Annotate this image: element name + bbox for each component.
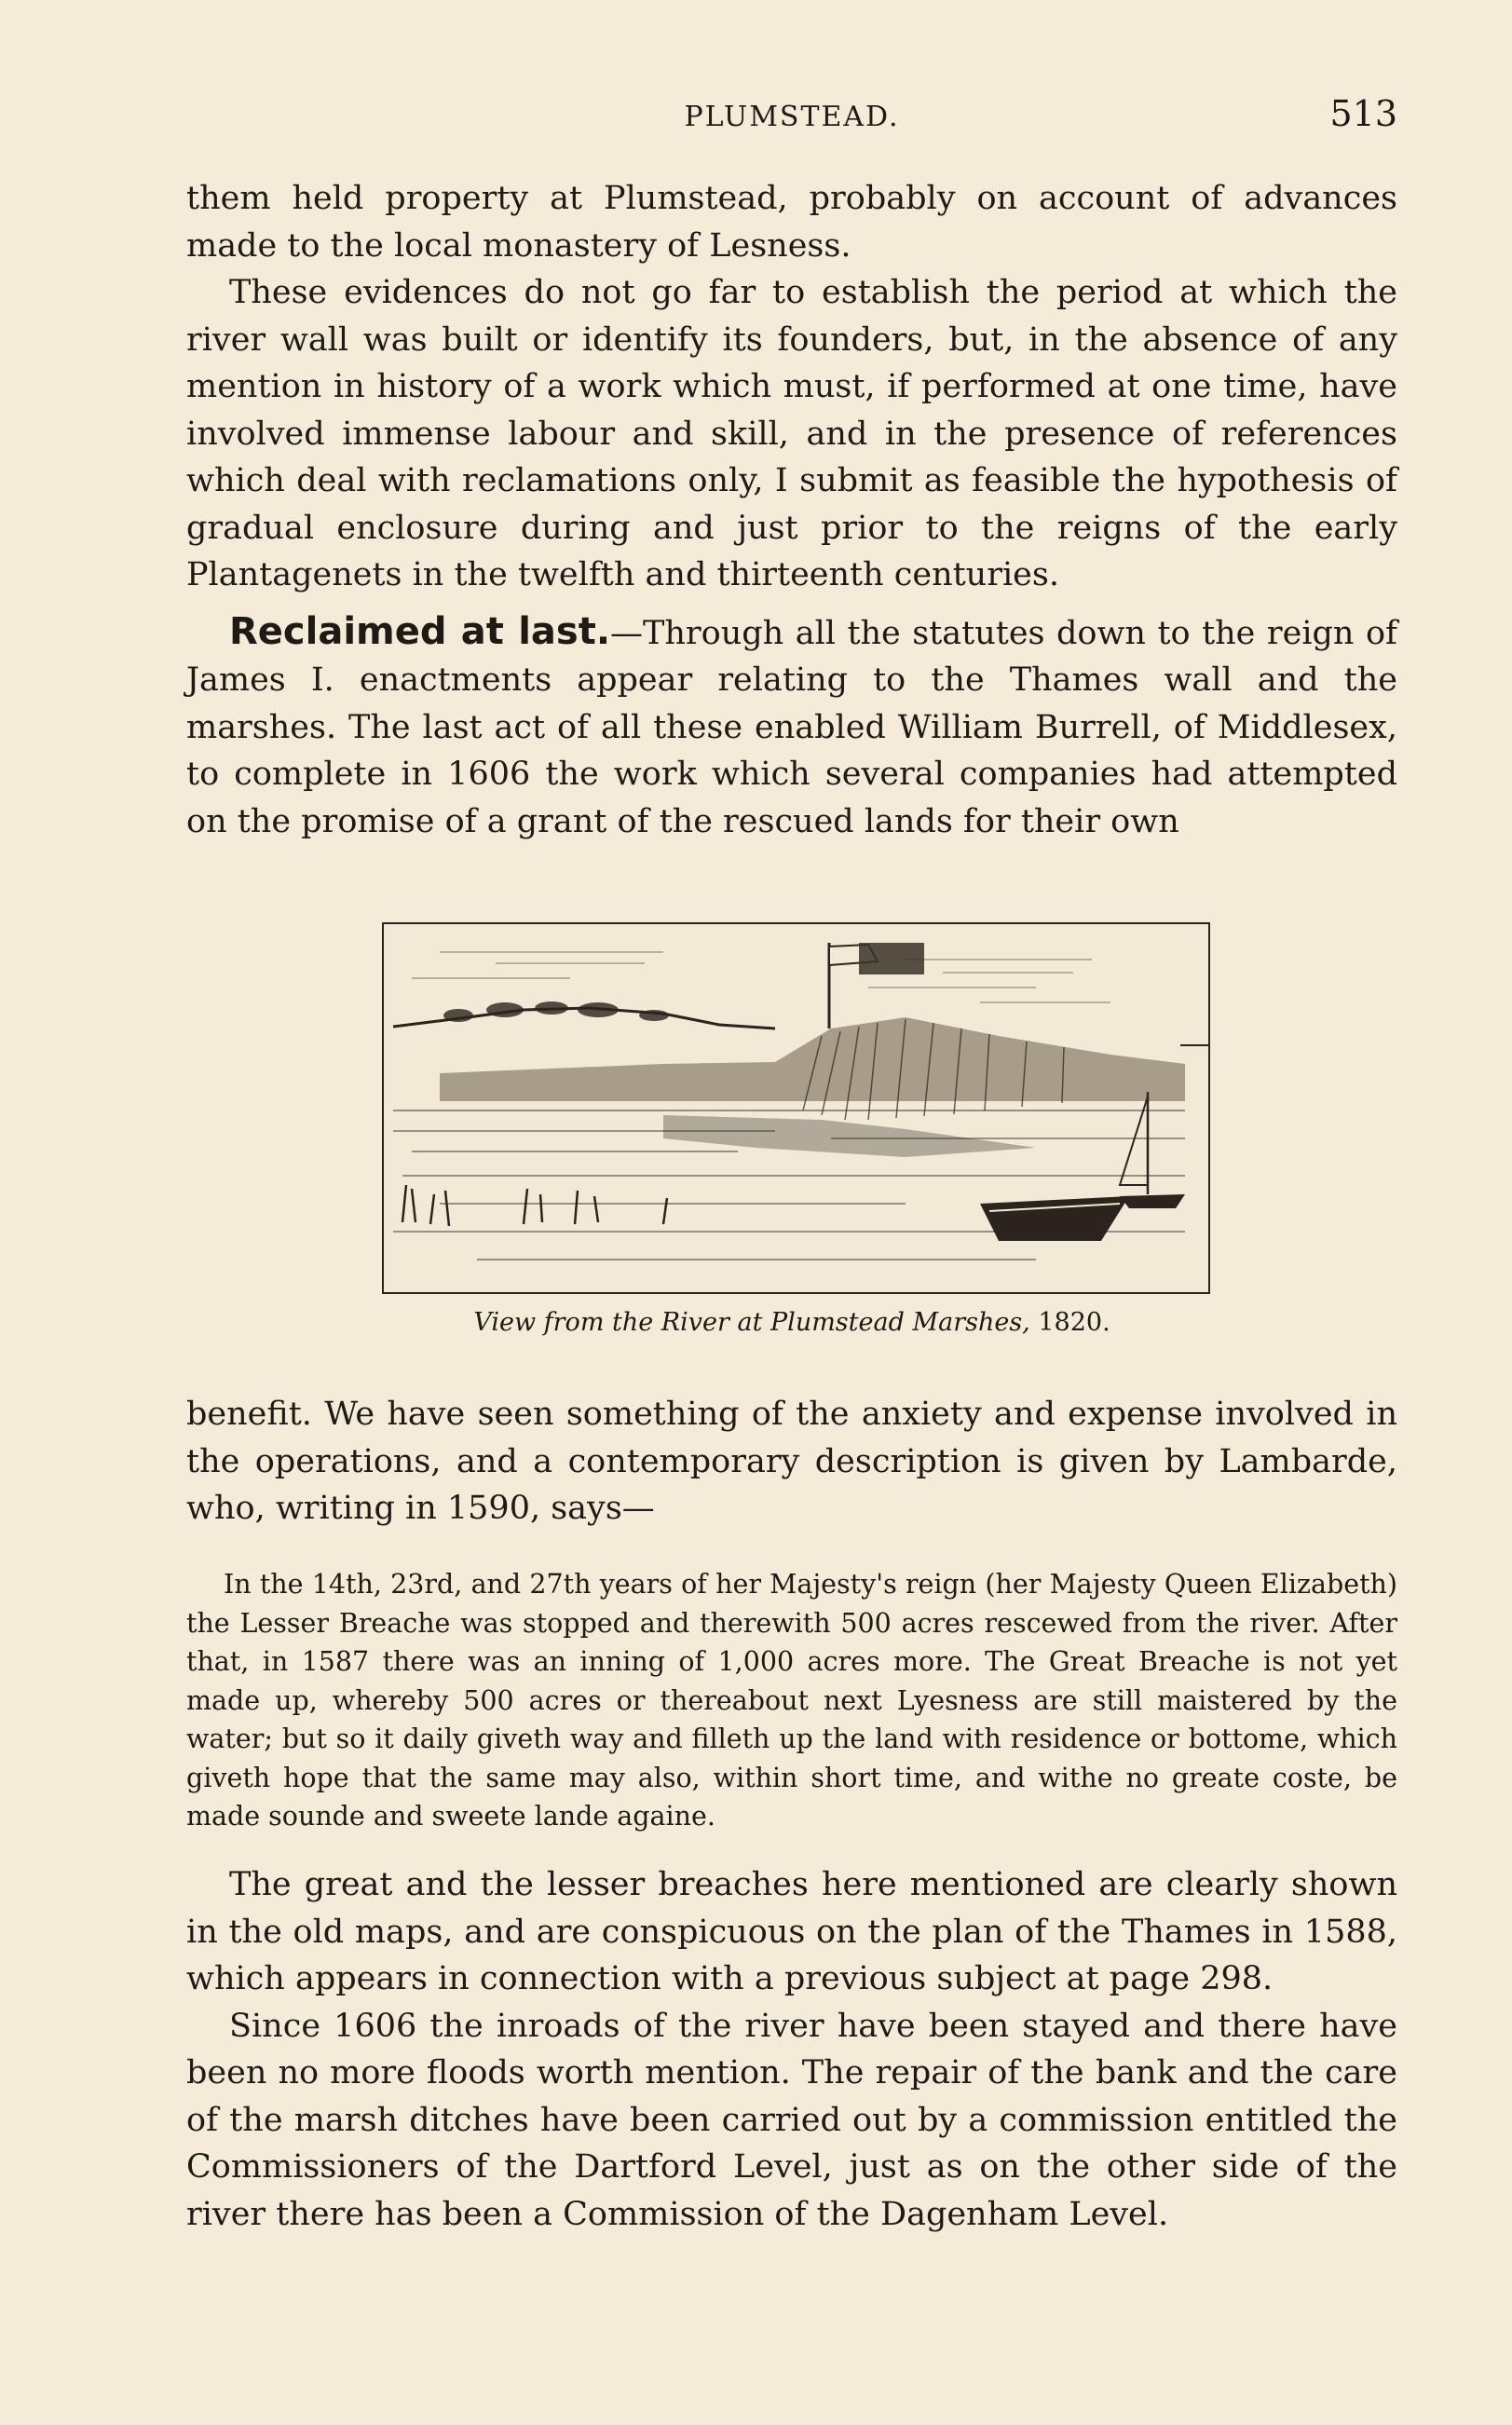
engraving-illustration [382,922,1210,1294]
paragraph-2: These evidences do not go far to establish the period at which the river wall was built or identify its founders, but, in the absence of any mention in history of a work which must, if performed at one time, have involved immense labour and skill, and in the presence of references which deal with reclamations only, I submit as feasible the hypothesis of gradual enclosure during and just prior to the reigns of the early Plantagenets in the twelfth and thirteenth centuries. [186,274,1397,593]
page-number: 513 [1329,93,1397,134]
running-head [186,93,1397,140]
river-view-engraving [384,924,1208,1292]
text-block-top [186,175,1397,845]
paragraph-3 [186,608,1397,846]
paragraph-3-text: —Through all the statutes down to the reign of James I. enactments appear relating to the Thames wall and the marshes. The last act of all these enabled William Burrell, of Middlesex, to complete in 1606 the work which several companies had attempted on the promise of a grant of the rescued lands for their own [186,614,1397,840]
paragraph-5: The great and the lesser breaches here mentioned are clearly shown in the old maps, and are conspicuous on the plan of the Thames in 1588, which appears in connection with a previous subject at page 298. [186,1866,1397,1997]
paragraph-6: Since 1606 the inroads of the river have been stayed and there have been no more floods worth mention. The repair of the bank and the care of the marsh ditches have been carried out by a commission entitled the Commissioners of the Dartford Level, just as on the other side of the river there has been a Commission of the Dagenham Level. [186,2007,1397,2233]
running-title: PLUMSTEAD. [684,101,900,133]
caption-title: View from the River at Plumstead Marshes, [473,1308,1030,1337]
paragraph-4: benefit. We have seen something of the anxiety and expense involved in the operations, and a contemporary description is given by Lambarde, who, writing in 1590, says— [186,1396,1397,1527]
figure-caption [186,1308,1397,1337]
text-block-middle [186,1391,1397,1533]
text-block-bottom [186,1861,1397,2238]
quote-text: In the 14th, 23rd, and 27th years of her Majesty's reign (her Majesty Queen Elizabeth) the Lesser Breache was stopped and therewith 500 acres rescewed from the river. After that, in 1587 there was an inning of 1,000 acres more. The Great Breache is not yet made up, whereby 500 acres or thereabout next Lyesness are still maistered by the water; but so it daily giveth way and filleth up the land with residence or bottome, which giveth hope that the same may also, within short time, and withe no greate coste, be made sounde and sweete lande againe. [186,1569,1397,1832]
paragraph-1: them held property at Plumstead, probably on account of advances made to the local monastery of Lesness. [186,180,1397,265]
caption-year: 1820. [1038,1308,1110,1337]
section-heading: Reclaimed at last. [229,609,611,653]
block-quote [186,1565,1397,1836]
